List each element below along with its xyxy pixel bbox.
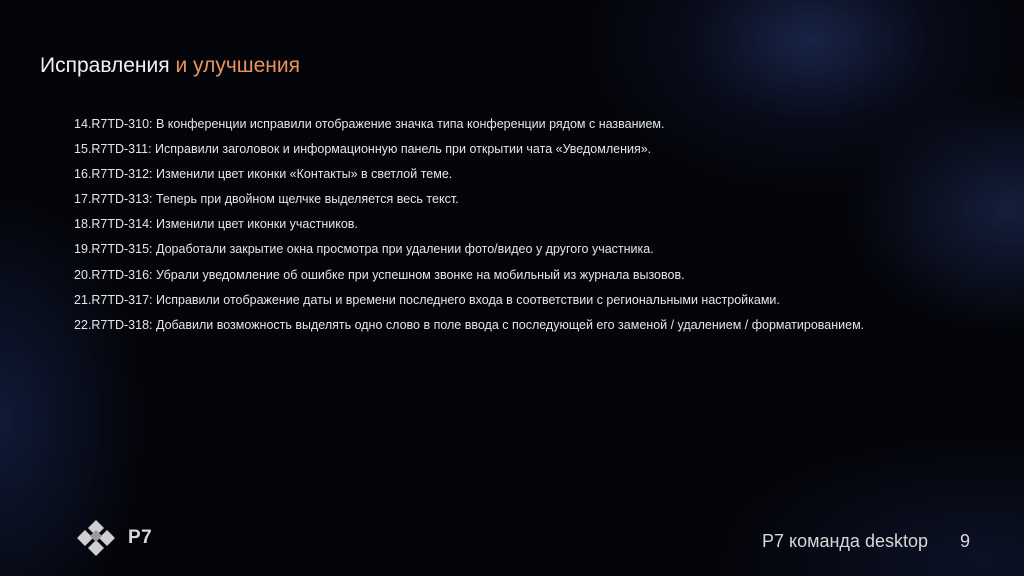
list-item: 19.R7TD-315: Доработали закрытие окна просмотра при удалении фото/видео у другого участника. xyxy=(74,242,654,257)
page-number: 9 xyxy=(959,531,970,551)
list-item: 20.R7TD-316: Убрали уведомление об ошибке при успешном звонке на мобильный из журнала вызовов. xyxy=(74,267,685,282)
title-main: Исправления xyxy=(40,54,170,77)
list-item: 15.R7TD-311: Исправили заголовок и информационную панель при открытии чата «Уведомления». xyxy=(74,142,652,157)
list-item: 17.R7TD-313: Теперь при двойном щелчке выделяется весь текст. xyxy=(74,192,459,207)
list-item: 22.R7TD-318: Добавили возможность выделять одно слово в поле ввода с последующей его заменой / удалением / форматированием. xyxy=(74,317,865,332)
logo-text: P7 xyxy=(128,527,153,548)
list-item: 16.R7TD-312: Изменили цвет иконки «Контакты» в светлой теме. xyxy=(74,167,453,182)
slide-title xyxy=(40,52,300,80)
list-item: 21.R7TD-317: Исправили отображение даты и времени последнего входа в соответствии с региональными настройками. xyxy=(74,292,780,307)
title-accent: и улучшения xyxy=(175,54,301,77)
list-item: 18.R7TD-314: Изменили цвет иконки участников. xyxy=(74,217,358,232)
brand-logo xyxy=(72,518,152,558)
r7-diamond-logo-icon xyxy=(72,518,120,558)
footer-team-label: Р7 команда desktop xyxy=(762,531,928,551)
list-item: 14.R7TD-310: В конференции исправили отображение значка типа конференции рядом с названием. xyxy=(74,117,665,131)
changes-list xyxy=(74,112,864,338)
